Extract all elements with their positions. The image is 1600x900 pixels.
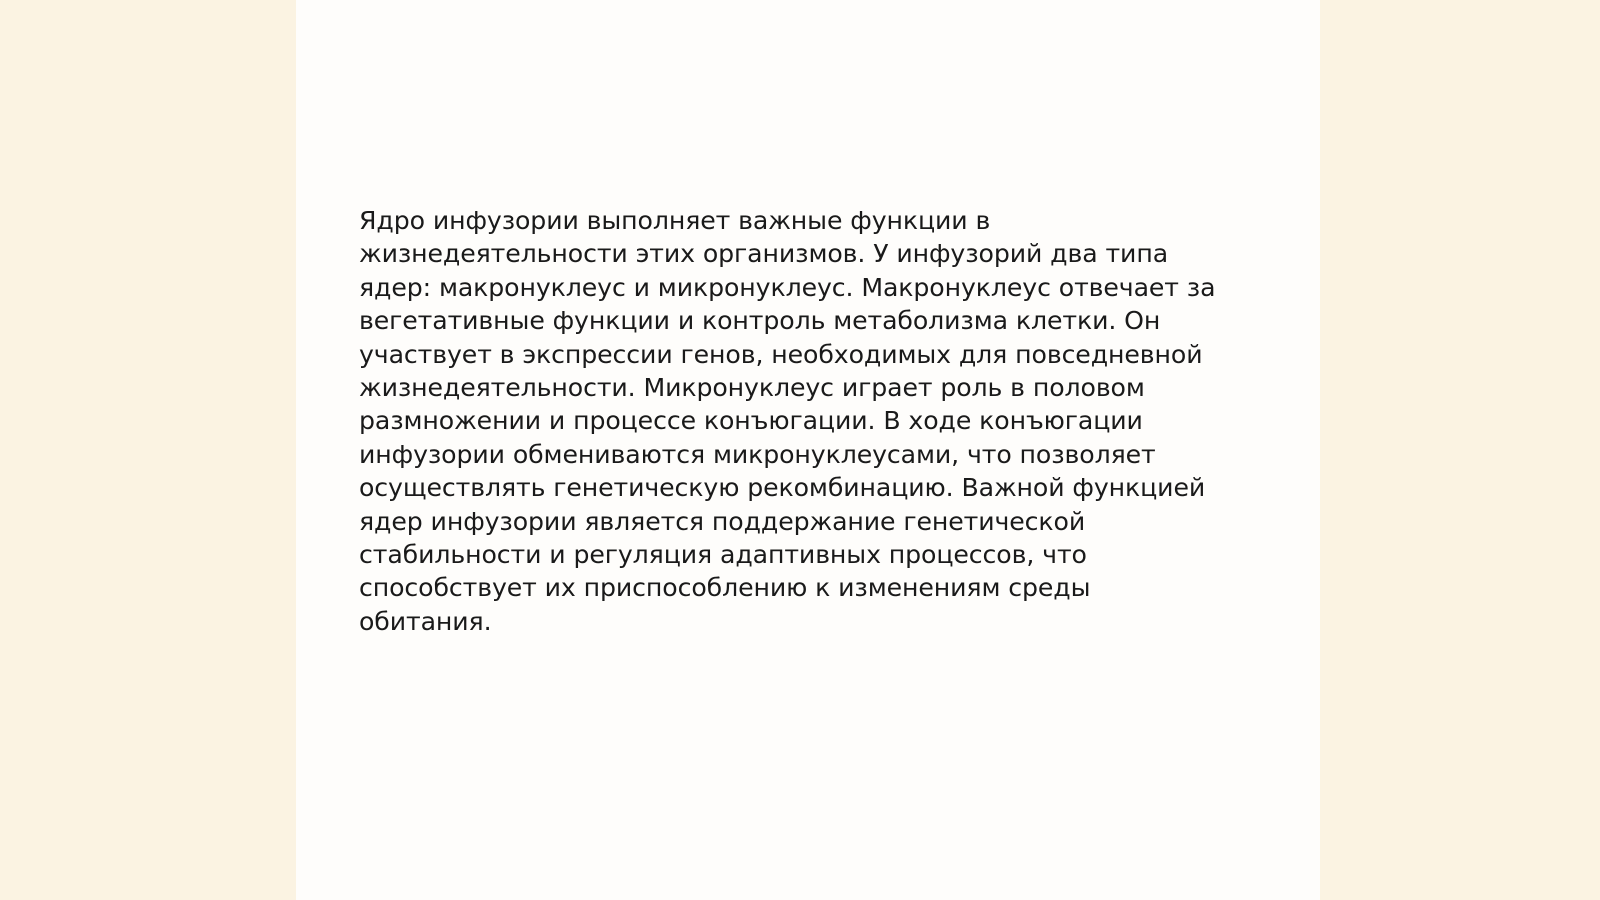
paragraph-line: вегетативные функции и контроль метаболизма клетки. Он	[359, 306, 1161, 336]
paragraph-line: обитания.	[359, 606, 492, 636]
paragraph-line: стабильности и регуляция адаптивных процессов, что	[359, 540, 1087, 570]
paragraph-line: инфузории обмениваются микронуклеусами, что позволяет	[359, 439, 1156, 469]
paragraph-line: жизнедеятельности. Микронуклеус играет роль в половом	[359, 373, 1145, 403]
paragraph-line: ядер инфузории является поддержание генетической	[359, 506, 1086, 536]
paragraph-line: ядер: макронуклеус и микронуклеус. Макронуклеус отвечает за	[359, 272, 1216, 302]
paragraph-line: способствует их приспособлению к изменениям среды	[359, 573, 1091, 603]
paragraph-line: жизнедеятельности этих организмов. У инфузорий два типа	[359, 239, 1169, 269]
right-margin-background	[1320, 0, 1600, 900]
paragraph-line: Ядро инфузории выполняет важные функции в	[359, 206, 991, 235]
left-margin-background	[0, 0, 296, 900]
slide-page	[296, 0, 1320, 900]
paragraph-line: размножении и процессе конъюгации. В ходе конъюгации	[359, 406, 1143, 436]
paragraph-line: осуществлять генетическую рекомбинацию. Важной функцией	[359, 473, 1206, 503]
body-paragraph	[359, 204, 1259, 638]
paragraph-line: участвует в экспрессии генов, необходимых для повседневной	[359, 339, 1203, 369]
